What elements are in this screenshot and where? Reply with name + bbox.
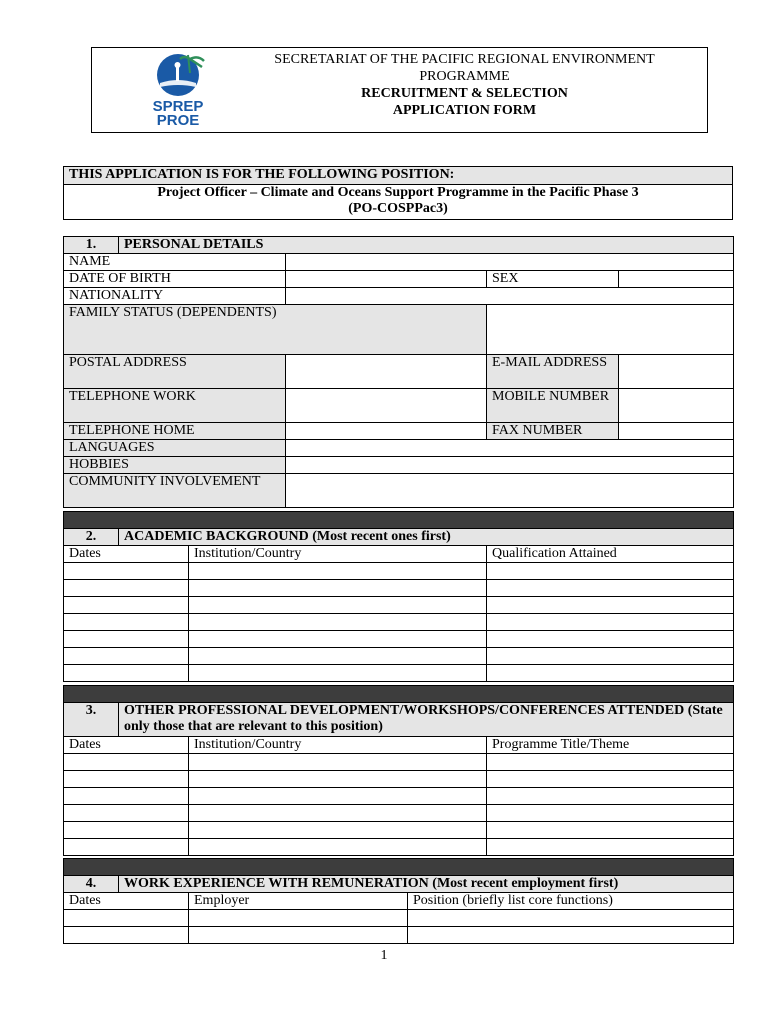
table-row <box>64 597 734 614</box>
cell[interactable] <box>487 788 734 805</box>
cell[interactable] <box>189 771 487 788</box>
cell[interactable] <box>189 648 487 665</box>
logo-text-sprep: SPREP <box>152 98 204 115</box>
cell[interactable] <box>487 614 734 631</box>
cell[interactable] <box>189 665 487 682</box>
community-field[interactable] <box>286 474 734 508</box>
col-programme: Programme Title/Theme <box>487 737 734 754</box>
label-mobile: MOBILE NUMBER <box>487 389 619 423</box>
cell[interactable] <box>408 910 734 927</box>
position-table <box>63 166 733 220</box>
col-qualification: Qualification Attained <box>487 546 734 563</box>
sprep-logo <box>152 53 210 127</box>
table-row <box>64 771 734 788</box>
cell[interactable] <box>64 580 189 597</box>
cell[interactable] <box>487 839 734 856</box>
cell[interactable] <box>64 614 189 631</box>
cell[interactable] <box>64 665 189 682</box>
cell[interactable] <box>64 631 189 648</box>
cell[interactable] <box>64 771 189 788</box>
label-telephone-home: TELEPHONE HOME <box>64 423 286 440</box>
cell[interactable] <box>487 754 734 771</box>
telephone-home-field[interactable] <box>286 423 487 440</box>
cell[interactable] <box>487 563 734 580</box>
cell[interactable] <box>64 910 189 927</box>
section-heading: ACADEMIC BACKGROUND (Most recent ones first) <box>119 529 734 546</box>
table-row <box>64 563 734 580</box>
cell[interactable] <box>189 563 487 580</box>
cell[interactable] <box>189 580 487 597</box>
postal-address-field[interactable] <box>286 355 487 389</box>
section-number: 2. <box>64 529 119 546</box>
header-form-title: APPLICATION FORM <box>392 103 537 118</box>
label-hobbies: HOBBIES <box>64 457 286 474</box>
hobbies-field[interactable] <box>286 457 734 474</box>
col-employer: Employer <box>189 893 408 910</box>
cell[interactable] <box>64 822 189 839</box>
table-row <box>64 927 734 944</box>
table-row <box>64 839 734 856</box>
dob-field[interactable] <box>286 271 487 288</box>
sex-field[interactable] <box>619 271 734 288</box>
table-row <box>64 822 734 839</box>
label-postal-address: POSTAL ADDRESS <box>64 355 286 389</box>
cell[interactable] <box>189 927 408 944</box>
col-dates: Dates <box>64 737 189 754</box>
section-number: 1. <box>64 237 119 254</box>
label-nationality: NATIONALITY <box>64 288 286 305</box>
cell[interactable] <box>64 839 189 856</box>
email-field[interactable] <box>619 355 734 389</box>
cell[interactable] <box>487 822 734 839</box>
languages-field[interactable] <box>286 440 734 457</box>
cell[interactable] <box>487 580 734 597</box>
table-row <box>64 648 734 665</box>
table-row <box>64 910 734 927</box>
telephone-work-field[interactable] <box>286 389 487 423</box>
sprep-logo-icon <box>152 53 210 127</box>
col-institution: Institution/Country <box>189 546 487 563</box>
section-divider <box>64 512 734 529</box>
position-title <box>64 185 733 220</box>
label-sex: SEX <box>487 271 619 288</box>
work-experience-table <box>63 858 734 944</box>
label-telephone-work: TELEPHONE WORK <box>64 389 286 423</box>
section-heading: PERSONAL DETAILS <box>119 237 734 254</box>
cell[interactable] <box>487 648 734 665</box>
section-number: 4. <box>64 876 119 893</box>
position-title-line1: Project Officer – Climate and Oceans Support Programme in the Pacific Phase 3 <box>157 185 639 200</box>
section-divider <box>64 686 734 703</box>
section-number: 3. <box>64 703 119 737</box>
cell[interactable] <box>64 563 189 580</box>
header-text <box>232 51 697 119</box>
label-dob: DATE OF BIRTH <box>64 271 286 288</box>
label-community: COMMUNITY INVOLVEMENT <box>64 474 286 508</box>
position-title-line2: (PO-COSPPac3) <box>348 201 448 216</box>
cell[interactable] <box>189 805 487 822</box>
family-status-field[interactable] <box>487 305 734 355</box>
cell[interactable] <box>64 597 189 614</box>
cell[interactable] <box>189 839 487 856</box>
professional-development-table <box>63 685 734 856</box>
cell[interactable] <box>189 754 487 771</box>
header-org-line1: SECRETARIAT OF THE PACIFIC REGIONAL ENVIRONMENT <box>274 52 655 67</box>
name-field[interactable] <box>286 254 734 271</box>
cell[interactable] <box>189 910 408 927</box>
cell[interactable] <box>64 648 189 665</box>
page-number: 1 <box>380 948 388 963</box>
cell[interactable] <box>189 788 487 805</box>
col-dates: Dates <box>64 893 189 910</box>
cell[interactable] <box>189 614 487 631</box>
header-recruitment: RECRUITMENT & SELECTION <box>361 86 568 101</box>
section-divider <box>64 859 734 876</box>
cell[interactable] <box>189 631 487 648</box>
header-org-line2: PROGRAMME <box>419 69 510 84</box>
cell[interactable] <box>487 597 734 614</box>
label-family-status: FAMILY STATUS (DEPENDENTS) <box>64 305 487 355</box>
table-row <box>64 614 734 631</box>
cell[interactable] <box>487 771 734 788</box>
table-row <box>64 580 734 597</box>
section-heading <box>119 703 734 737</box>
table-row <box>64 631 734 648</box>
section-heading: WORK EXPERIENCE WITH REMUNERATION (Most recent employment first) <box>119 876 734 893</box>
cell[interactable] <box>189 597 487 614</box>
table-row <box>64 754 734 771</box>
section-heading-note: (State only those that are relevant to this position) <box>124 703 723 734</box>
table-row <box>64 805 734 822</box>
cell[interactable] <box>487 631 734 648</box>
logo-text-proe: PROE <box>156 112 200 127</box>
table-row <box>64 665 734 682</box>
position-heading: THIS APPLICATION IS FOR THE FOLLOWING POSITION: <box>64 167 733 185</box>
cell[interactable] <box>64 754 189 771</box>
personal-details-table <box>63 236 734 508</box>
mobile-field[interactable] <box>619 389 734 423</box>
cell[interactable] <box>487 805 734 822</box>
cell[interactable] <box>64 788 189 805</box>
cell[interactable] <box>189 822 487 839</box>
col-position: Position (briefly list core functions) <box>408 893 734 910</box>
fax-field[interactable] <box>619 423 734 440</box>
col-dates: Dates <box>64 546 189 563</box>
cell[interactable] <box>64 927 189 944</box>
label-name: NAME <box>64 254 286 271</box>
cell[interactable] <box>64 805 189 822</box>
label-fax: FAX NUMBER <box>487 423 619 440</box>
nationality-field[interactable] <box>286 288 734 305</box>
cell[interactable] <box>408 927 734 944</box>
section-heading-main: OTHER PROFESSIONAL DEVELOPMENT/WORKSHOPS/CONFERENCES ATTENDED <box>124 703 685 718</box>
table-row <box>64 788 734 805</box>
label-email: E-MAIL ADDRESS <box>487 355 619 389</box>
cell[interactable] <box>487 665 734 682</box>
label-languages: LANGUAGES <box>64 440 286 457</box>
academic-table <box>63 511 734 682</box>
col-institution: Institution/Country <box>189 737 487 754</box>
form-header <box>91 47 708 133</box>
